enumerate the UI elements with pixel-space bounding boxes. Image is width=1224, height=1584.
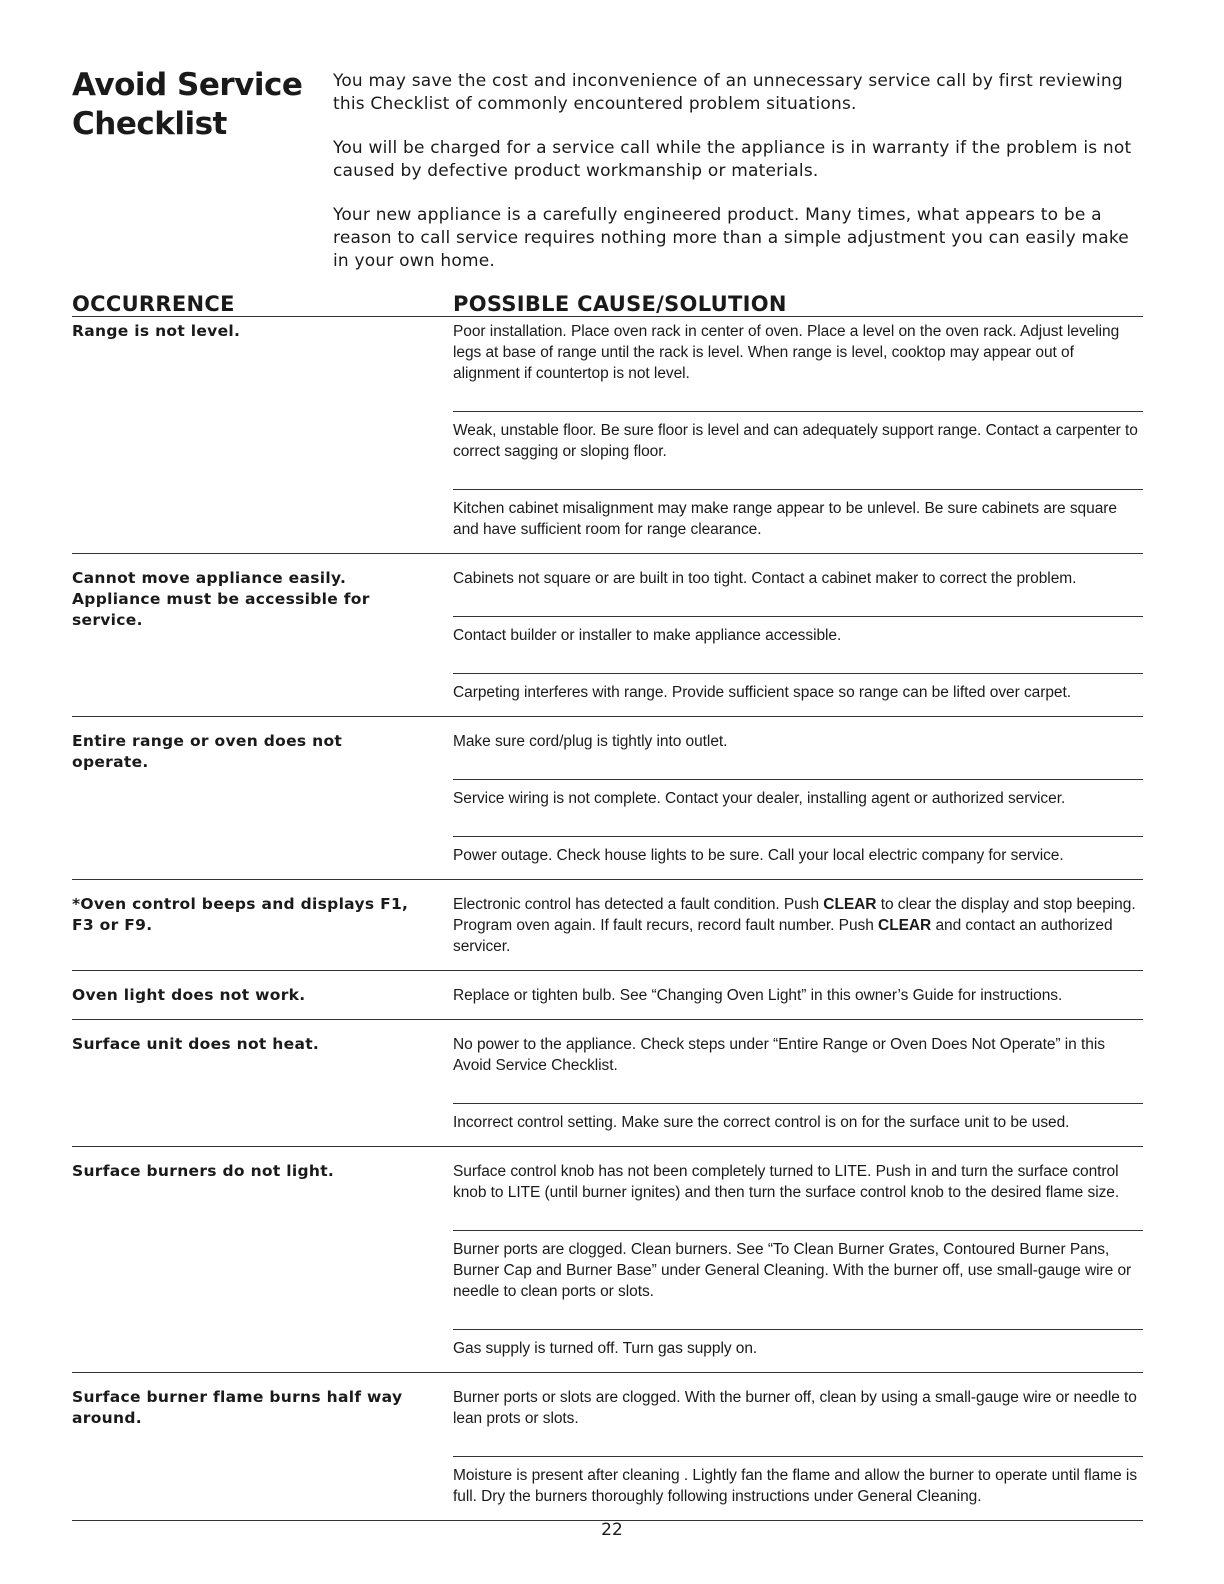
solution-list (453, 554, 1143, 716)
solution-list (453, 320, 1143, 553)
intro-paragraph: You may save the cost and inconvenience of an unnecessary service call by first reviewing this Checklist of commonly encountered problem situations. (333, 71, 1123, 114)
solution-list (453, 971, 1143, 1019)
occurrence-text: *Oven control beeps and displays F1, F3 or F9. (72, 895, 409, 934)
intro-paragraph: Your new appliance is a carefully engineered product. Many times, what appears to be a reason to call service requires nothing more than a simple adjustment you can easily make in your own home. (333, 205, 1129, 271)
solution-item: Power outage. Check house lights to be sure. Call your local electric company for service. (453, 836, 1143, 879)
solution-item: Moisture is present after cleaning . Lightly fan the flame and allow the burner to operate until flame is full. Dry the burners thoroughly following instructions under General Cleaning. (453, 1456, 1143, 1520)
checklist-row (72, 554, 1143, 717)
occurrence-text: Cannot move appliance easily. Appliance must be accessible for service. (72, 569, 370, 629)
occurrence-text: Surface unit does not heat. (72, 1035, 320, 1053)
solution-item: Gas supply is turned off. Turn gas supply on. (453, 1329, 1143, 1372)
solution-item: Replace or tighten bulb. See “Changing Oven Light” in this owner’s Guide for instructions. (453, 987, 1063, 1004)
solution-item: Cabinets not square or are built in too tight. Contact a cabinet maker to correct the problem. (453, 570, 1077, 587)
solution-item: No power to the appliance. Check steps under “Entire Range or Oven Does Not Operate” in this Avoid Service Checklist. (453, 1036, 1105, 1074)
solution-item: Poor installation. Place oven rack in center of oven. Place a level on the oven rack. Adjust leveling legs at base of range until the rack is level. When range is level, cooktop may appear out of alignment if countertop is not level. (453, 323, 1120, 382)
checklist-row (72, 971, 1143, 1020)
page-title (72, 66, 312, 144)
solution-item: Electronic control has detected a fault condition. Push CLEAR to clear the display and stop beeping. Program oven again. If fault recurs, record fault number. Push CLEAR and contact an authorized servicer. (453, 896, 1136, 955)
solution-item: Contact builder or installer to make appliance accessible. (453, 616, 1143, 659)
occurrence-text: Surface burners do not light. (72, 1162, 335, 1180)
checklist-row (72, 880, 1143, 971)
title-line-1: Avoid Service (72, 67, 303, 103)
checklist-row (72, 1147, 1143, 1373)
solution-item: Burner ports are clogged. Clean burners. See “To Clean Burner Grates, Contoured Burner Pans, Burner Cap and Burner Base” under General Cleaning. With the burner off, use small-gauge wire or needle to clean ports or slots. (453, 1230, 1143, 1315)
solution-item: Kitchen cabinet misalignment may make range appear to be unlevel. Be sure cabinets are square and have sufficient room for range clearance. (453, 489, 1143, 553)
occurrence-text: Oven light does not work. (72, 986, 306, 1004)
solution-item: Carpeting interferes with range. Provide sufficient space so range can be lifted over carpet. (453, 673, 1143, 716)
solution-list (453, 880, 1143, 970)
checklist-row (72, 1020, 1143, 1147)
solution-item: Weak, unstable floor. Be sure floor is level and can adequately support range. Contact a carpenter to correct sagging or sloping floor. (453, 411, 1143, 475)
solution-item: Surface control knob has not been completely turned to LITE. Push in and turn the surface control knob to LITE (until burner ignites) and then turn the surface control knob to the desired flame size. (453, 1163, 1120, 1201)
title-line-2: Checklist (72, 106, 227, 142)
occurrence-text: Surface burner flame burns half way around. (72, 1388, 403, 1427)
page-number: 22 (601, 1520, 623, 1540)
checklist-row (72, 1373, 1143, 1521)
checklist-row (72, 717, 1143, 880)
occurrence-header: OCCURRENCE (72, 292, 235, 316)
header-divider (72, 316, 1143, 317)
solution-list (453, 1020, 1143, 1146)
cause-solution-header: POSSIBLE CAUSE/SOLUTION (453, 292, 787, 316)
intro-text (333, 70, 1143, 294)
solution-item: Burner ports or slots are clogged. With the burner off, clean by using a small-gauge wire or needle to lean prots or slots. (453, 1389, 1137, 1427)
solution-item: Incorrect control setting. Make sure the correct control is on for the surface unit to be used. (453, 1103, 1143, 1146)
solution-list (453, 1147, 1143, 1372)
solution-item: Make sure cord/plug is tightly into outlet. (453, 733, 728, 750)
solution-list (453, 717, 1143, 879)
intro-paragraph: You will be charged for a service call while the appliance is in warranty if the problem is not caused by defective product workmanship or materials. (333, 138, 1132, 181)
checklist-row (72, 320, 1143, 554)
occurrence-text: Range is not level. (72, 322, 241, 340)
solution-item: Service wiring is not complete. Contact your dealer, installing agent or authorized servicer. (453, 779, 1143, 822)
solution-list (453, 1373, 1143, 1520)
occurrence-text: Entire range or oven does not operate. (72, 732, 343, 771)
checklist-table (72, 320, 1143, 1521)
